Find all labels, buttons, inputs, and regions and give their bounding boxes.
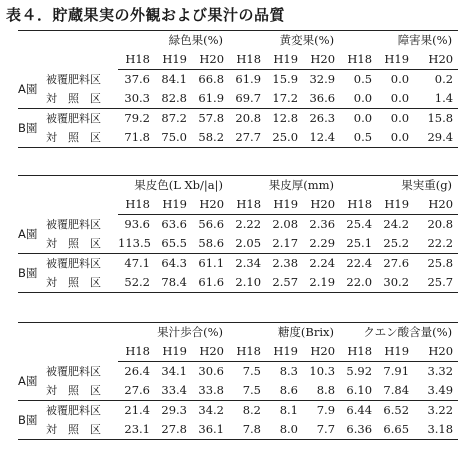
year-header: H18 [229,195,266,215]
treatment-label: 対 照 区 [46,420,118,440]
data-cell: 8.3 [279,364,298,378]
quality-table [18,30,458,148]
data-cell: 33.8 [198,383,224,397]
garden-label: A園 [18,227,38,241]
data-cell: 6.10 [346,383,373,397]
treatment-label: 対 照 区 [46,92,101,105]
data-cell: 2.29 [309,236,336,250]
year-header-row [18,195,458,215]
data-cell: 78.4 [155,273,192,293]
year-header: H19 [377,342,414,362]
data-cell: 113.5 [118,236,151,250]
data-cell: 56.6 [198,217,225,231]
data-cell: 7.91 [383,364,410,378]
group-header: 糖度(Brix) [229,323,340,343]
data-cell: 58.2 [192,128,229,148]
data-cell: 29.3 [155,401,192,421]
data-cell: 5.92 [346,364,373,378]
data-cell: 0.5 [340,128,377,148]
year-header: H18 [118,50,155,70]
data-cell: 25.0 [266,128,303,148]
data-cell: 2.24 [303,254,340,274]
year-header: H18 [229,50,266,70]
data-cell: 36.6 [309,91,336,105]
year-header: H19 [377,195,414,215]
group-header: 黄変果(%) [229,31,340,51]
data-cell: 47.1 [118,254,155,274]
data-cell: 1.4 [434,91,454,105]
data-cell: 2.19 [303,273,340,293]
data-cell: 2.36 [309,217,336,231]
data-cell: 0.0 [353,91,373,105]
garden-label: B園 [18,264,46,284]
data-cell: 6.52 [377,401,414,421]
treatment-label: 被覆肥料区 [46,254,118,274]
table-row [18,215,458,235]
data-cell: 2.10 [229,273,266,293]
year-header-row [18,50,458,70]
year-header: H18 [118,195,155,215]
data-cell: 87.2 [155,109,192,129]
data-cell: 61.9 [235,72,262,86]
group-header: クエン酸含量(%) [340,323,458,343]
data-cell: 25.1 [346,236,373,250]
data-cell: 7.84 [383,383,410,397]
data-cell: 2.05 [235,236,262,250]
data-cell: 3.22 [414,401,458,421]
data-cell: 17.2 [272,91,299,105]
treatment-label: 対 照 区 [46,273,118,293]
year-header: H20 [414,50,458,70]
data-cell: 64.3 [155,254,192,274]
year-header: H19 [155,342,192,362]
data-cell: 37.6 [124,72,150,86]
data-cell: 30.2 [377,273,414,293]
data-cell: 27.7 [229,128,266,148]
year-header: H19 [155,50,192,70]
data-cell: 57.8 [192,109,229,129]
group-header: 果皮色(L Xb/|a|) [118,176,229,196]
data-cell: 2.34 [229,254,266,274]
treatment-label: 被覆肥料区 [46,401,118,421]
data-cell: 21.4 [118,401,155,421]
treatment-label: 対 照 区 [46,237,101,250]
data-cell: 6.44 [340,401,377,421]
group-header: 果皮厚(mm) [229,176,340,196]
data-cell: 0.0 [390,91,410,105]
data-cell: 26.4 [124,364,150,378]
data-cell: 25.2 [383,236,410,250]
year-header: H19 [155,195,192,215]
data-cell: 61.1 [192,254,229,274]
data-cell: 0.0 [340,109,377,129]
garden-label: B園 [18,119,46,139]
year-header: H19 [266,195,303,215]
table-row [18,420,458,440]
data-cell: 27.8 [155,420,192,440]
year-header: H20 [192,342,229,362]
treatment-label: 対 照 区 [46,128,118,148]
table-section-1 [18,30,458,148]
group-header-row [18,176,458,196]
data-cell: 93.6 [124,217,150,231]
data-cell: 0.0 [377,128,414,148]
data-cell: 0.0 [390,72,410,86]
year-header: H18 [340,195,377,215]
quality-table [18,322,458,440]
data-cell: 22.2 [427,236,454,250]
treatment-label: 被覆肥料区 [46,72,101,86]
data-cell: 3.49 [427,383,454,397]
data-cell: 15.8 [414,109,458,129]
data-cell: 82.8 [161,91,187,105]
year-header: H20 [192,195,229,215]
data-cell: 75.0 [155,128,192,148]
data-cell: 7.5 [242,364,261,378]
data-cell: 32.9 [309,72,336,86]
data-cell: 3.32 [427,364,454,378]
treatment-label: 対 照 区 [46,384,101,397]
data-cell: 23.1 [118,420,155,440]
data-cell: 7.5 [242,383,261,397]
page-title: 表４．貯蔵果実の外観および果汁の品質 [6,6,286,24]
data-cell: 30.6 [198,364,224,378]
year-header: H20 [303,342,340,362]
data-cell: 0.5 [353,72,373,86]
data-cell: 2.57 [266,273,303,293]
treatment-label: 被覆肥料区 [46,217,101,231]
data-cell: 12.8 [266,109,303,129]
treatment-label: 被覆肥料区 [46,109,118,129]
data-cell: 8.8 [316,383,336,397]
data-cell: 61.6 [192,273,229,293]
data-cell: 58.6 [198,236,225,250]
data-cell: 7.8 [229,420,266,440]
data-cell: 6.36 [340,420,377,440]
data-cell: 6.65 [377,420,414,440]
garden-label: A園 [18,374,38,388]
table-section-2 [18,175,458,293]
data-cell: 65.5 [161,236,187,250]
data-cell: 12.4 [303,128,340,148]
group-header-row [18,31,458,51]
table-row [18,401,458,421]
data-cell: 20.8 [427,217,454,231]
garden-label: B園 [18,411,46,431]
year-header-row [18,342,458,362]
table-row [18,254,458,274]
year-header: H18 [229,342,266,362]
data-cell: 29.4 [414,128,458,148]
group-header: 障害果(%) [340,31,458,51]
data-cell: 20.8 [229,109,266,129]
year-header: H20 [414,195,458,215]
group-header: 果汁歩合(%) [118,323,229,343]
table-row [18,362,458,382]
data-cell: 69.7 [235,91,262,105]
data-cell: 2.38 [266,254,303,274]
data-cell: 66.8 [198,72,225,86]
data-cell: 52.2 [118,273,155,293]
data-cell: 8.6 [279,383,298,397]
year-header: H20 [192,50,229,70]
quality-table [18,175,458,293]
table-row [18,273,458,293]
year-header: H19 [266,342,303,362]
data-cell: 27.6 [124,383,150,397]
data-cell: 84.1 [161,72,187,86]
data-cell: 36.1 [192,420,229,440]
data-cell: 7.9 [303,401,340,421]
year-header: H19 [266,50,303,70]
garden-label: A園 [18,82,38,96]
data-cell: 0.2 [434,72,454,86]
year-header: H18 [118,342,155,362]
data-cell: 3.18 [414,420,458,440]
table-section-3 [18,322,458,440]
group-header: 緑色果(%) [118,31,229,51]
table-row [18,381,458,401]
data-cell: 26.3 [303,109,340,129]
data-cell: 63.6 [161,217,187,231]
data-cell: 79.2 [118,109,155,129]
table-row [18,89,458,109]
year-header: H20 [303,50,340,70]
data-cell: 8.1 [266,401,303,421]
year-header: H19 [377,50,414,70]
data-cell: 2.08 [272,217,299,231]
data-cell: 25.4 [346,217,373,231]
table-row [18,234,458,254]
table-row [18,70,458,90]
data-cell: 15.9 [272,72,299,86]
year-header: H18 [340,50,377,70]
data-cell: 8.0 [266,420,303,440]
data-cell: 22.4 [340,254,377,274]
year-header: H20 [303,195,340,215]
data-cell: 61.9 [198,91,225,105]
data-cell: 25.7 [414,273,458,293]
data-cell: 22.0 [340,273,377,293]
group-header-row [18,323,458,343]
data-cell: 34.2 [192,401,229,421]
year-header: H18 [340,342,377,362]
table-row [18,128,458,148]
data-cell: 71.8 [118,128,155,148]
table-row [18,109,458,129]
group-header: 果実重(g) [340,176,458,196]
data-cell: 34.1 [161,364,187,378]
data-cell: 0.0 [377,109,414,129]
data-cell: 24.2 [383,217,410,231]
data-cell: 2.22 [235,217,262,231]
data-cell: 30.3 [124,91,150,105]
data-cell: 27.6 [377,254,414,274]
data-cell: 25.8 [414,254,458,274]
data-cell: 33.4 [161,383,187,397]
year-header: H20 [414,342,458,362]
treatment-label: 被覆肥料区 [46,364,101,378]
data-cell: 7.7 [303,420,340,440]
data-cell: 8.2 [229,401,266,421]
data-cell: 10.3 [309,364,336,378]
data-cell: 2.17 [272,236,299,250]
